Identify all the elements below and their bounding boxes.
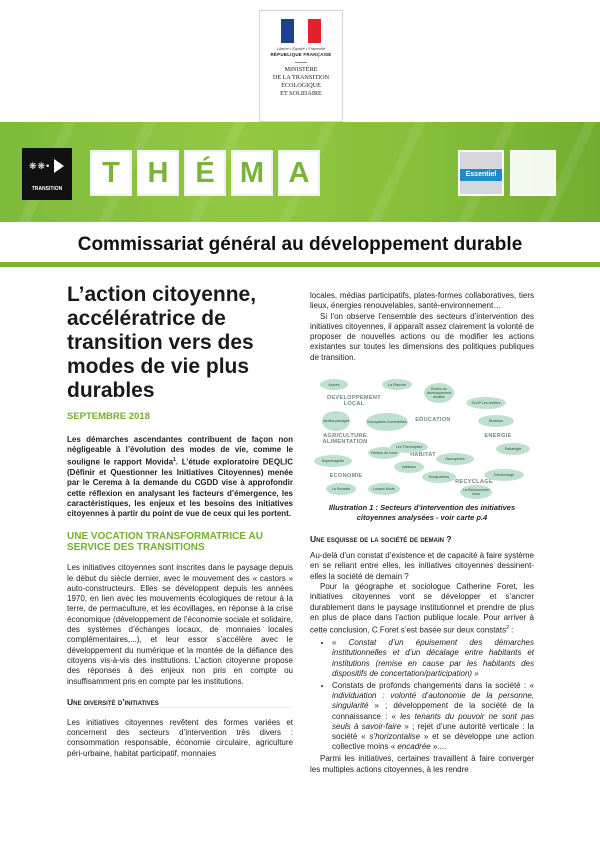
initiative-bubble: La Sucrette (326, 483, 356, 495)
initiative-bubble: SCoP Les Ateliers (466, 397, 506, 409)
initiative-bubble: Jardins partagés (322, 411, 350, 431)
category-label: AGRICULTURE ALIMENTATION (322, 433, 368, 446)
continued-paragraph: locales, médias participatifs, plates-formes collaboratives, tiers lieux, énergies renouvelables, santé-environnement… (310, 291, 534, 311)
initiative-bubble: Incroyables Comestibles (366, 413, 408, 431)
essentiel-box (458, 150, 504, 196)
esquisse-paragraph: Au-delà d’un constat d’existence et de capacité à faire système en se reliant entre elles, les initiatives citoyennes dessinent-elles la société de demain ? (310, 551, 534, 581)
initiative-bubble: Ceinturolege (484, 469, 524, 481)
illustration-caption: Illustration 1 : Secteurs d’intervention des initiatives citoyennes analysées - voir carte p.4 (328, 503, 516, 522)
commissariat-heading: Commissariat général au développement durable (77, 234, 523, 255)
transition-dots-icon: ❋❋• (29, 161, 51, 171)
category-label: ENERGIE (484, 433, 512, 440)
republic-label: RÉPUBLIQUE FRANÇAISE (270, 52, 332, 57)
initiative-bubble: Ancrés (320, 379, 348, 390)
publication-date: SEPTEMBRE 2018 (67, 411, 150, 422)
foret-paragraph: Pour la géographe et sociologue Catherine Foret, les initiatives citoyennes vont se développer et s’ancrer durablement dans le paysage institutionnel et prendre de plus en plus de place dans l’action publique locale. Pour arriver à cette conclusion, C.Foret s’est basée sur deux constats$^2$ : (310, 581, 534, 635)
initiative-bubble: La Planche (382, 379, 412, 390)
constats-list (310, 638, 534, 752)
ministry-divider (295, 62, 307, 63)
initiative-bubble: Habitons (394, 461, 424, 473)
initiative-bubble: Supermagette (314, 455, 352, 467)
section-heading-esquisse: Une esquisse de la société de demain ? (310, 534, 452, 545)
category-label: HABITAT (410, 452, 436, 459)
category-label: DEVELOPPEMENT LOCAL (327, 395, 381, 408)
subsection-paragraph: Les initiatives citoyennes revêtent des formes variées et concernent des secteurs d’intervention très divers : consommation responsable, économie circulaire, agriculture péri-urbaine, habitat participatif, monnaies (67, 717, 293, 758)
convergence-paragraph: Parmi les initiatives, certaines travaillent à faire converger les multiples actions citoyennes, à les rendre (310, 754, 534, 774)
header-rule (0, 262, 600, 267)
marianne-flag-icon (281, 19, 321, 43)
thema-letter: H (137, 150, 179, 196)
thema-letter: É (184, 150, 226, 196)
list-item: • Constats de profonds changements dans la société : « individuation : volonté d’autonomie de la personne, singularité » ; développement de la société de la connaissance : « les tenants du pouvoir ne sont pas seuls à savoir-faire » ; rejet d’une autorité verticale : la société « s’horizontalise » et se développe une action collective moins « encadrée ».... (332, 681, 534, 752)
blank-box (510, 150, 556, 196)
ministry-name: MINISTÈRE DE LA TRANSITION ÉCOLOGIQUE ET SOLIDAIRE (272, 66, 330, 97)
initiative-bubble: Fermes de Lena (368, 447, 400, 459)
initiative-bubble: Pabaregie (496, 443, 530, 455)
sectors-paragraph: Si l’on observe l’ensemble des secteurs d’intervention des initiatives citoyennes, il apparaît assez clairement la volonté de proposer de nouvelles actions ou de modifier les actions existantes sur toutes les dimensions des politiques publiques de transition. (310, 311, 534, 362)
republic-motto: Liberté • Égalité • Fraternité (276, 46, 326, 51)
ministry-logo (259, 10, 343, 122)
article-title: L’action citoyenne, accélératrice de transition vers des modes de vie plus durables (67, 283, 257, 402)
essentiel-tag: Essentiel (460, 169, 502, 181)
initiative-bubble: Écoles du développement durable (424, 383, 454, 403)
list-item: • « Constat d’un épuisement des démarches institutionnelles et d’un décalage entre habitants et institutions (remise en cause par les habitants des dispositifs de concertation/participation) » (332, 638, 534, 679)
subsection-heading-diversite: Une diversité d’initiatives (67, 697, 293, 708)
right-column (310, 291, 534, 775)
play-arrow-icon (54, 159, 64, 173)
thema-letter: A (278, 150, 320, 196)
initiative-bubble: La Ressourcerie Vertu (460, 485, 492, 499)
initiative-bubble: Les Thermopiles (390, 441, 428, 453)
category-label: EDUCATION (415, 417, 451, 424)
initiative-bubble: Hamoprèles (436, 453, 474, 465)
thema-letter: T (90, 150, 132, 196)
transition-logo (22, 148, 72, 200)
category-label: RECYCLAGE (455, 479, 493, 486)
intro-paragraph: Les démarches ascendantes contribuent de façon non négligeable à l’évolution des modes de vie, comme le souligne le rapport Movida$^1$. L’étude exploratoire DEQLIC (Définir et Questionner les Initiatives Citoyennes) menée par le Cerema à la demande du CGDD vise à approfondir cette réflexion en analysant les facteurs d’émergence, les caractéristiques, les enjeux et les besoins des initiatives citoyennes à partir du point de vue de ceux qui les portent. (67, 435, 293, 519)
transition-label: TRANSITION (31, 186, 63, 192)
category-label: ECONOMIE (329, 473, 363, 480)
section-paragraph: Les initiatives citoyennes sont inscrites dans le paysage depuis le début du siècle dernier, avec le mouvement des « castors » auto-constructeurs. Elles se développent depuis les années 1970, en lien avec les mouvements écologiques de retour à la terre, de permaculture, et les écovillages, en réponse à la crise économique (développement de l’économie sociale et solidaire, des systèmes d’échanges locaux, de monnaies locales complémentaires,...), et leur essor s’accélère avec le développement du numérique et la montée de la défiance des citoyens vis-à-vis des institutions. L’action citoyenne propose des réponses à des enjeux non pris en compte ou insuffisamment pris en compte par les institutions. (67, 563, 293, 686)
left-column (67, 283, 293, 769)
sectors-illustration (310, 375, 534, 499)
thema-wordmark (90, 150, 320, 196)
section-heading-vocation: UNE VOCATION TRANSFORMATRICE AU SERVICE DES TRANSITIONS (67, 531, 263, 554)
initiative-bubble: Ecoquartiers (422, 471, 456, 483)
initiative-bubble: Dinamon (478, 415, 514, 427)
initiative-bubble: Locaux Mode (368, 483, 400, 495)
thema-letter: M (231, 150, 273, 196)
